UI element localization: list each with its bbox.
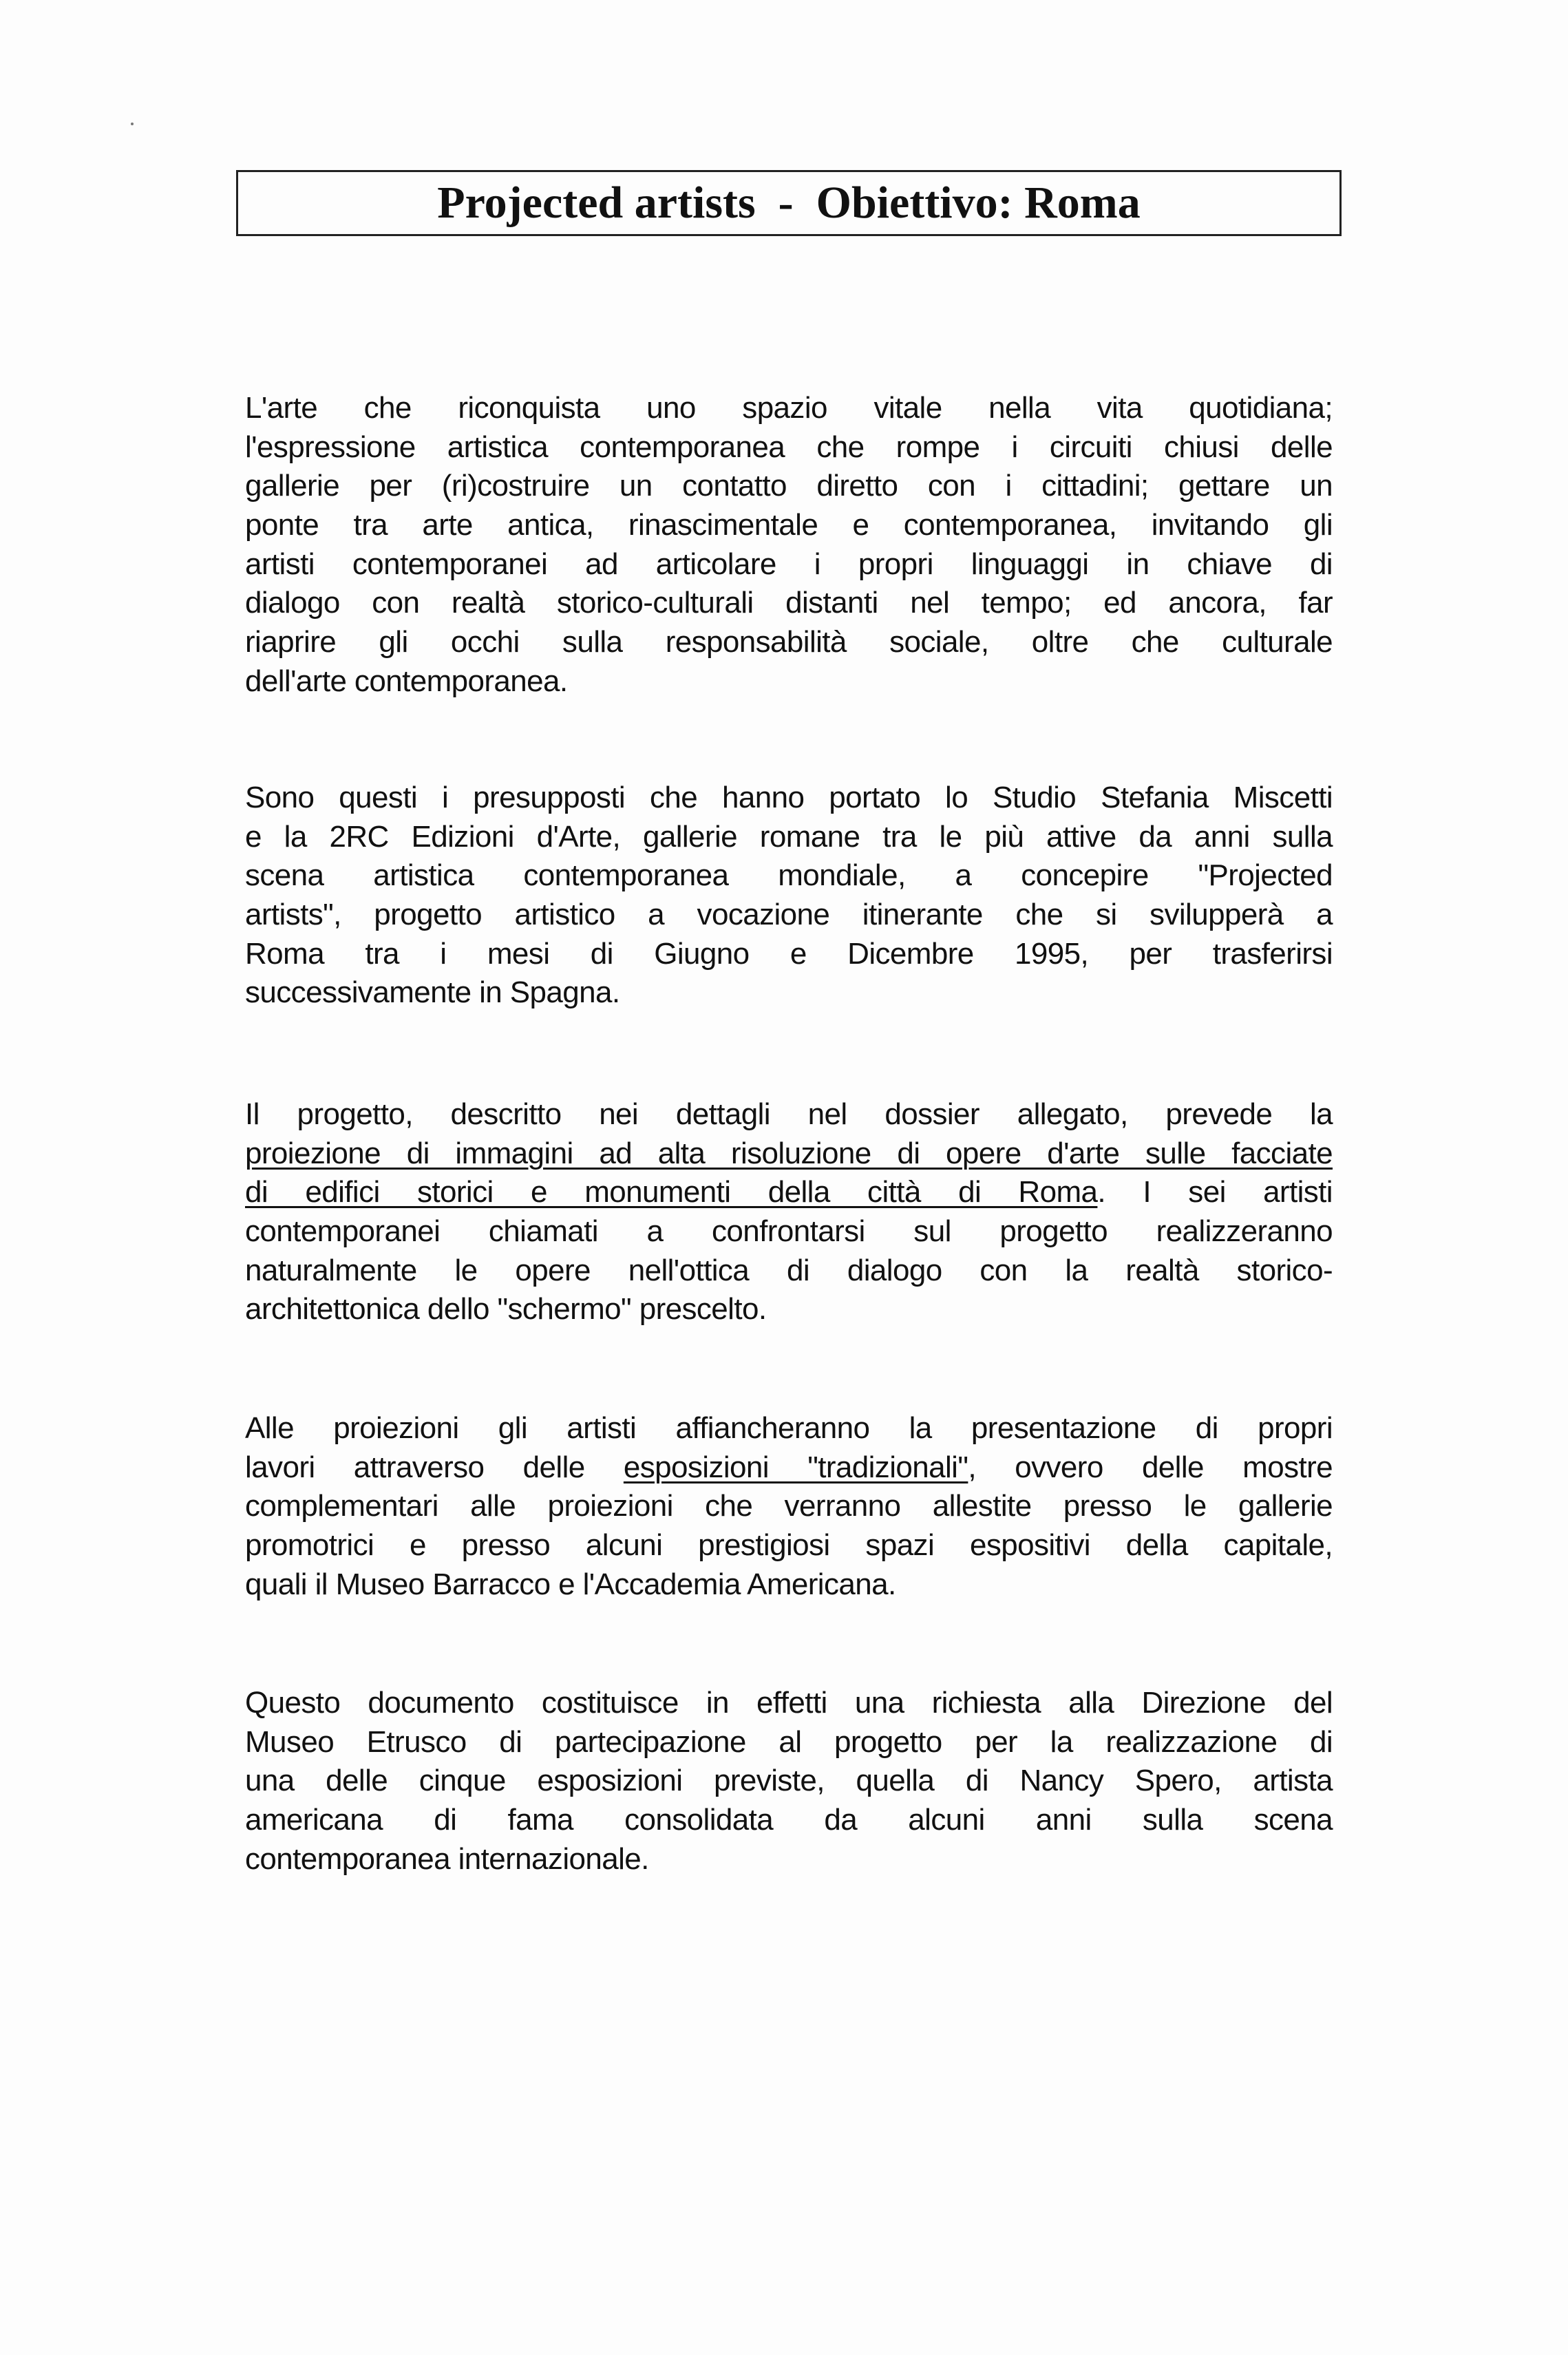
text-line bbox=[245, 896, 1333, 935]
text-line bbox=[245, 662, 1333, 701]
paragraph-2 bbox=[245, 779, 1333, 1013]
text-line bbox=[245, 623, 1333, 662]
text-line bbox=[245, 1762, 1333, 1801]
paragraph-1 bbox=[245, 389, 1333, 701]
text-line bbox=[245, 1173, 1333, 1212]
text-line bbox=[245, 1723, 1333, 1762]
text-segment: artisti contemporanei ad articolare i propri linguaggi in chiave di bbox=[245, 547, 1333, 581]
underlined-text: proiezione di immagini ad alta risoluzione di opere d'arte sulle facciate bbox=[245, 1136, 1333, 1170]
text-line bbox=[245, 1840, 1333, 1879]
text-line bbox=[245, 584, 1333, 623]
text-line bbox=[245, 856, 1333, 896]
text-segment: architettonica dello "schermo" prescelto. bbox=[245, 1292, 767, 1327]
text-segment: scena artistica contemporanea mondiale, a concepire "Projected bbox=[245, 858, 1333, 893]
text-segment: . I sei artisti bbox=[1097, 1175, 1333, 1210]
text-segment: Il progetto, descritto nei dettagli nel dossier allegato, prevede la bbox=[245, 1097, 1333, 1131]
underlined-text: esposizioni "tradizionali" bbox=[623, 1450, 968, 1484]
text-segment: quali il Museo Barracco e l'Accademia Americana. bbox=[245, 1567, 896, 1601]
text-line bbox=[245, 1290, 1333, 1329]
text-line bbox=[245, 818, 1333, 857]
text-line bbox=[245, 1684, 1333, 1723]
paragraph-5 bbox=[245, 1684, 1333, 1879]
text-line bbox=[245, 428, 1333, 467]
text-segment: e la 2RC Edizioni d'Arte, gallerie romane tra le più attive da anni sulla bbox=[245, 819, 1333, 854]
text-segment: Sono questi i presupposti che hanno portato lo Studio Stefania Miscetti bbox=[245, 781, 1333, 814]
text-segment: Roma tra i mesi di Giugno e Dicembre 1995, per trasferirsi bbox=[245, 936, 1333, 971]
title-box bbox=[236, 170, 1342, 236]
page-title: Projected artists - Obiettivo: Roma bbox=[437, 178, 1141, 228]
text-segment: Museo Etrusco di partecipazione al progetto per la realizzazione di bbox=[245, 1724, 1333, 1759]
text-segment: Alle proiezioni gli artisti affiancheranno la presentazione di propri bbox=[245, 1411, 1333, 1445]
text-segment: L'arte che riconquista uno spazio vitale nella vita quotidiana; bbox=[245, 391, 1333, 425]
text-line bbox=[245, 389, 1333, 428]
text-line bbox=[245, 973, 1333, 1013]
scan-speck bbox=[131, 123, 134, 125]
text-segment: artists", progetto artistico a vocazione itinerante che si svilupperà a bbox=[245, 898, 1333, 932]
text-segment: dell'arte contemporanea. bbox=[245, 664, 568, 698]
text-line bbox=[245, 1409, 1333, 1448]
text-segment: una delle cinque esposizioni previste, quella di Nancy Spero, artista bbox=[245, 1764, 1333, 1798]
text-segment: gallerie per (ri)costruire un contatto diretto con i cittadini; gettare un bbox=[245, 469, 1333, 503]
text-line bbox=[245, 1212, 1333, 1252]
text-segment: dialogo con realtà storico-culturali distanti nel tempo; ed ancora, far bbox=[245, 586, 1333, 620]
text-segment: complementari alle proiezioni che verranno allestite presso le gallerie bbox=[245, 1489, 1333, 1523]
text-line bbox=[245, 1487, 1333, 1526]
text-line bbox=[245, 935, 1333, 974]
text-segment: americana di fama consolidata da alcuni anni sulla scena bbox=[245, 1803, 1333, 1837]
text-line bbox=[245, 1134, 1333, 1174]
text-segment: l'espressione artistica contemporanea che rompe i circuiti chiusi delle bbox=[245, 430, 1333, 464]
text-line bbox=[245, 1565, 1333, 1605]
text-line bbox=[245, 467, 1333, 506]
text-line bbox=[245, 1448, 1333, 1488]
text-segment: , ovvero delle mostre bbox=[968, 1450, 1333, 1484]
text-line bbox=[245, 779, 1333, 818]
text-line bbox=[245, 1526, 1333, 1565]
paragraph-3 bbox=[245, 1095, 1333, 1329]
text-line bbox=[245, 1801, 1333, 1840]
underlined-text: di edifici storici e monumenti della città di Roma bbox=[245, 1175, 1098, 1210]
text-segment: contemporanea internazionale. bbox=[245, 1841, 649, 1876]
text-segment: lavori attraverso delle bbox=[245, 1450, 624, 1484]
paragraph-4 bbox=[245, 1409, 1333, 1604]
text-segment: riaprire gli occhi sulla responsabilità sociale, oltre che culturale bbox=[245, 625, 1333, 659]
text-segment: successivamente in Spagna. bbox=[245, 975, 620, 1010]
text-line bbox=[245, 1252, 1333, 1291]
text-line bbox=[245, 545, 1333, 584]
text-segment: Questo documento costituisce in effetti una richiesta alla Direzione del bbox=[245, 1686, 1333, 1720]
text-segment: naturalmente le opere nell'ottica di dialogo con la realtà storico- bbox=[245, 1253, 1333, 1287]
text-line bbox=[245, 1095, 1333, 1134]
text-segment: promotrici e presso alcuni prestigiosi spazi espositivi della capitale, bbox=[245, 1528, 1333, 1563]
text-segment: contemporanei chiamati a confrontarsi sul progetto realizzeranno bbox=[245, 1214, 1333, 1249]
text-segment: ponte tra arte antica, rinascimentale e contemporanea, invitando gli bbox=[245, 508, 1333, 542]
text-line bbox=[245, 506, 1333, 545]
